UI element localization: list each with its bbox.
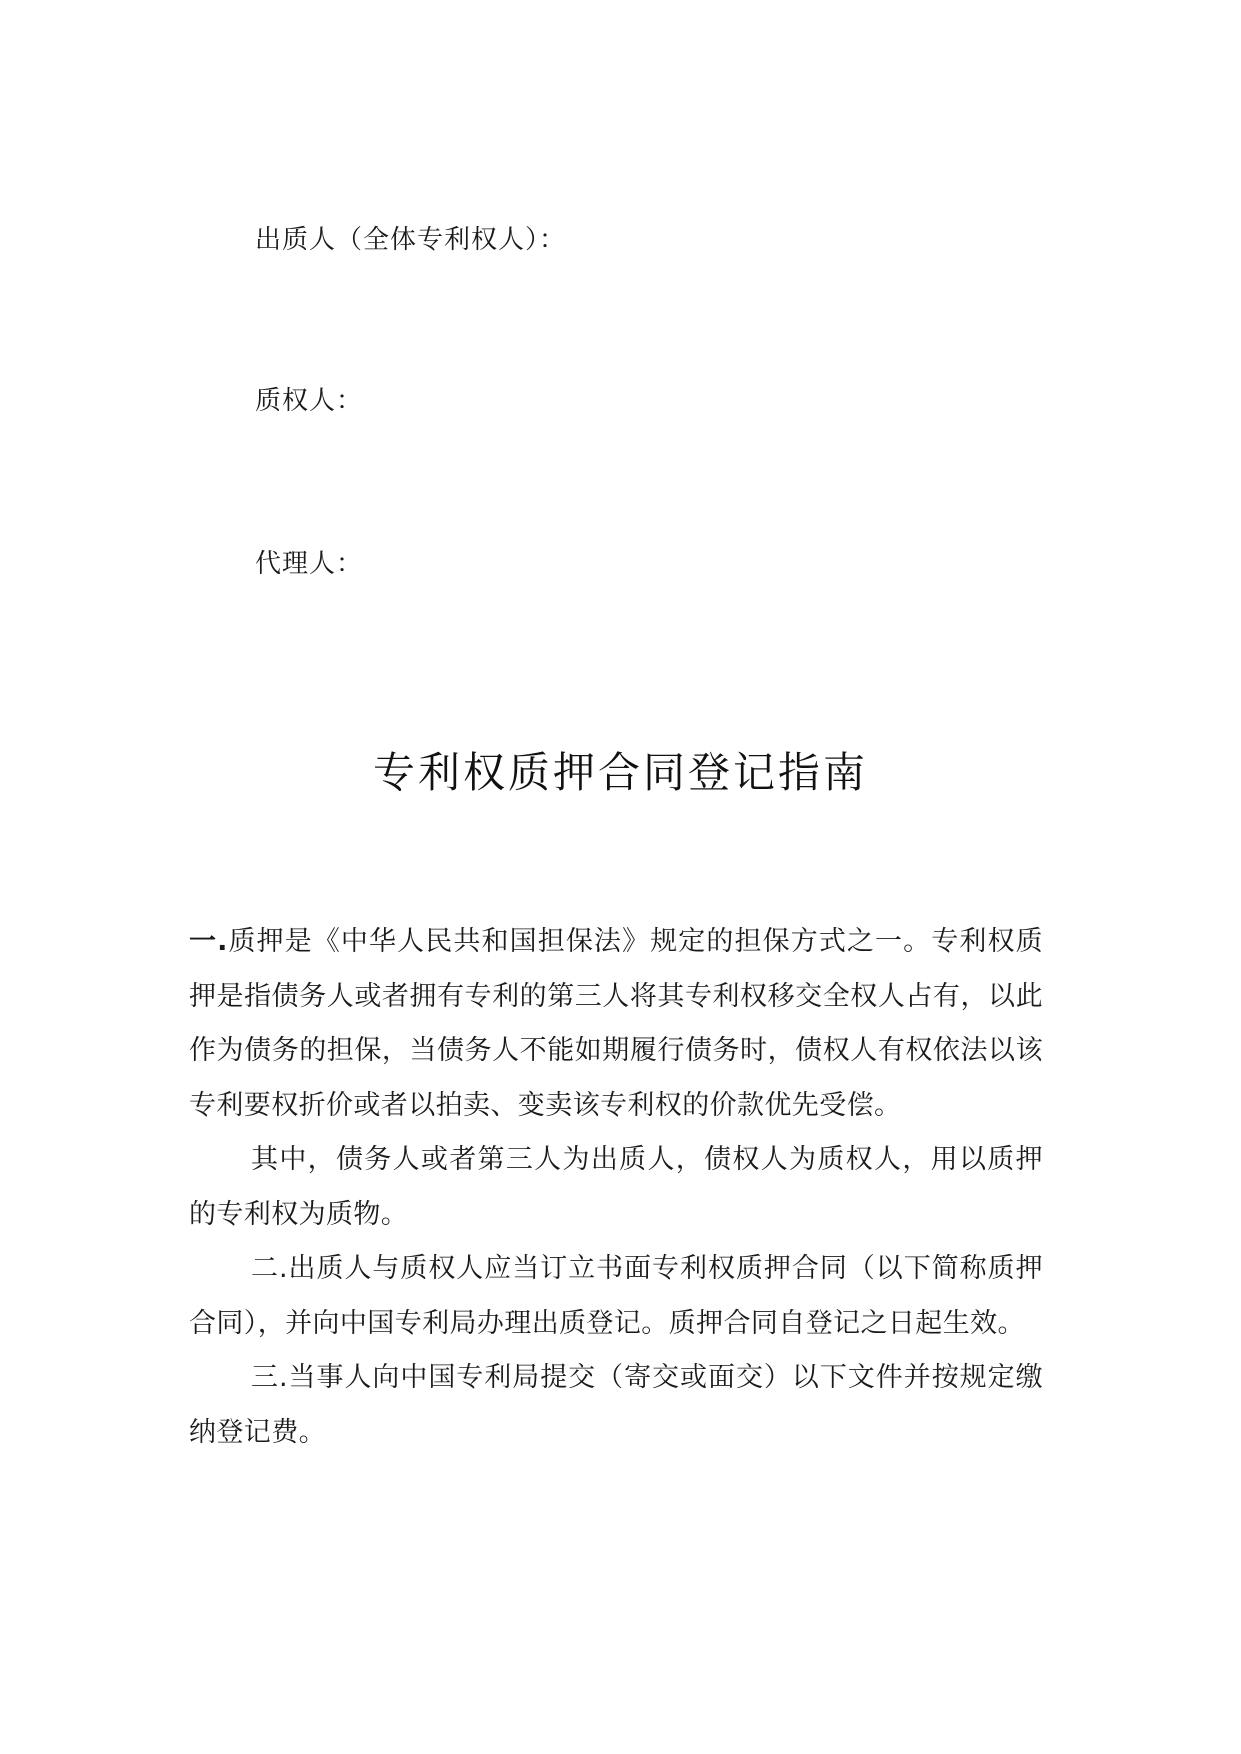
section-2-text: 出质人与质权人应当订立书面专利权质押合同（以下简称质押合同），并向中国专利局办理出质登记。质押合同自登记之日起生效。: [189, 1253, 1043, 1339]
section-3-number: 三.: [251, 1362, 288, 1393]
document-title: 专利权质押合同登记指南: [372, 748, 868, 797]
section-2-number: 二.: [251, 1253, 288, 1284]
section-1-number: 一.: [189, 926, 228, 957]
section-2-paragraph: [189, 1242, 1043, 1351]
document-body: [189, 915, 1043, 1460]
section-1-note-paragraph: [189, 1133, 1043, 1242]
section-1-paragraph: [189, 915, 1043, 1133]
section-1-text: 质押是《中华人民共和国担保法》规定的担保方式之一。专利权质押是指债务人或者拥有专利的第三人将其专利权移交全权人占有，以此作为债务的担保，当债务人不能如期履行债务时，债权人有权依法以该专利要权折价或者以拍卖、变卖该专利权的价款优先受偿。: [189, 926, 1043, 1121]
section-1-note-text: 其中，债务人或者第三人为出质人，债权人为质权人，用以质押的专利权为质物。: [189, 1144, 1043, 1230]
section-3-paragraph: [189, 1351, 1043, 1460]
agent-signature-label: 代理人：: [255, 549, 364, 579]
pledgor-signature-label: 出质人（全体专利权人）：: [255, 225, 567, 255]
section-3-text: 当事人向中国专利局提交（寄交或面交）以下文件并按规定缴纳登记费。: [189, 1362, 1043, 1448]
pledgee-signature-label: 质权人：: [255, 386, 364, 416]
